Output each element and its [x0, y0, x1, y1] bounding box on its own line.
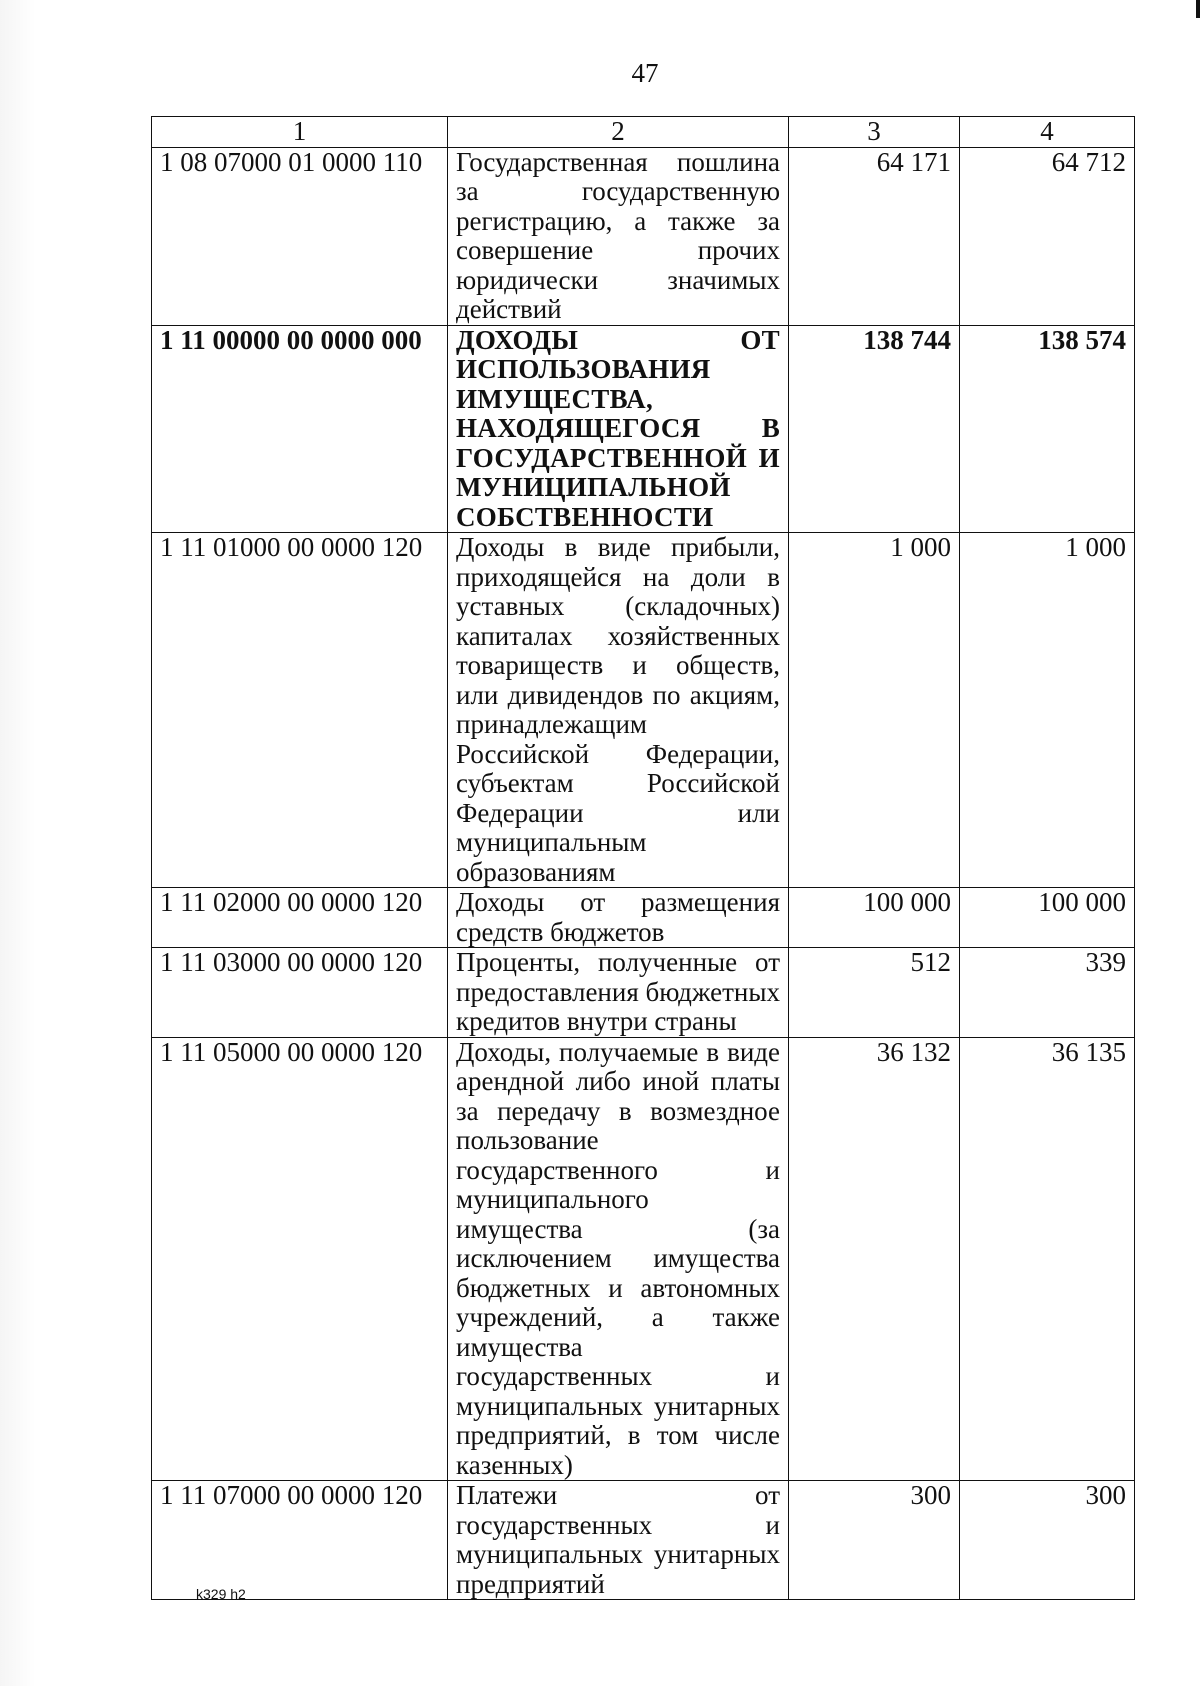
table-header-row: [152, 117, 1135, 148]
value-col4-cell: 1 000: [960, 533, 1135, 888]
column-header-1: 1: [152, 117, 448, 148]
budget-code-cell: 1 11 02000 00 0000 120: [152, 888, 448, 948]
document-footer-code: k329 h2: [196, 1586, 246, 1602]
table-row: [152, 533, 1135, 888]
budget-code-cell: 1 11 00000 00 0000 000: [152, 325, 448, 533]
revenue-name-cell: Государственная пошлина за государственную регистрацию, а также за совершение прочих юридически значимых действий: [448, 147, 789, 325]
table-row-section-total: [152, 325, 1135, 533]
budget-revenue-table: [151, 116, 1135, 1600]
column-header-4: 4: [960, 117, 1135, 148]
revenue-name-cell: Проценты, полученные от предоставления бюджетных кредитов внутри страны: [448, 948, 789, 1038]
value-col4-cell: 300: [960, 1481, 1135, 1600]
value-col3-cell: 300: [789, 1481, 960, 1600]
revenue-name-cell: Доходы от размещения средств бюджетов: [448, 888, 789, 948]
column-header-3: 3: [789, 117, 960, 148]
value-col3-cell: 36 132: [789, 1037, 960, 1481]
column-header-2: 2: [448, 117, 789, 148]
value-col4-cell: 36 135: [960, 1037, 1135, 1481]
budget-code-cell: 1 11 03000 00 0000 120: [152, 948, 448, 1038]
budget-code-cell: 1 11 01000 00 0000 120: [152, 533, 448, 888]
value-col3-cell: 1 000: [789, 533, 960, 888]
table-row: [152, 1481, 1135, 1600]
value-col4-cell: 339: [960, 948, 1135, 1038]
table-row: [152, 147, 1135, 325]
table-row: [152, 1037, 1135, 1481]
revenue-name-cell: Платежи от государственных и муниципальных унитарных предприятий: [448, 1481, 789, 1600]
value-col3-cell: 100 000: [789, 888, 960, 948]
value-col3-cell: 138 744: [789, 325, 960, 533]
table-row: [152, 888, 1135, 948]
value-col4-cell: 138 574: [960, 325, 1135, 533]
budget-code-cell: 1 11 05000 00 0000 120: [152, 1037, 448, 1481]
budget-code-cell: 1 11 07000 00 0000 120: [152, 1481, 448, 1600]
scan-corner-mark: [1196, 0, 1200, 18]
scan-edge-shadow: [0, 0, 36, 1686]
value-col4-cell: 100 000: [960, 888, 1135, 948]
revenue-name-cell: Доходы в виде прибыли, приходящейся на доли в уставных (складочных) капиталах хозяйственных товариществ и обществ, или дивидендов по акциям, принадлежащим Российской Федерации, субъектам Российской Федерации или муниципальным образованиям: [448, 533, 789, 888]
value-col4-cell: 64 712: [960, 147, 1135, 325]
page-number: 47: [631, 58, 659, 88]
value-col3-cell: 512: [789, 948, 960, 1038]
table-row: [152, 948, 1135, 1038]
revenue-name-cell: Доходы, получаемые в виде арендной либо иной платы за передачу в возмездное пользование государственного и муниципального имущества (за исключением имущества бюджетных и автономных учреждений, а также имущества государственных и муниципальных унитарных предприятий, в том числе казенных): [448, 1037, 789, 1481]
value-col3-cell: 64 171: [789, 147, 960, 325]
budget-code-cell: 1 08 07000 01 0000 110: [152, 147, 448, 325]
revenue-name-cell: ДОХОДЫ ОТ ИСПОЛЬЗОВАНИЯ ИМУЩЕСТВА, НАХОДЯЩЕГОСЯ В ГОСУДАРСТВЕННОЙ И МУНИЦИПАЛЬНОЙ СОБСТВЕННОСТИ: [448, 325, 789, 533]
